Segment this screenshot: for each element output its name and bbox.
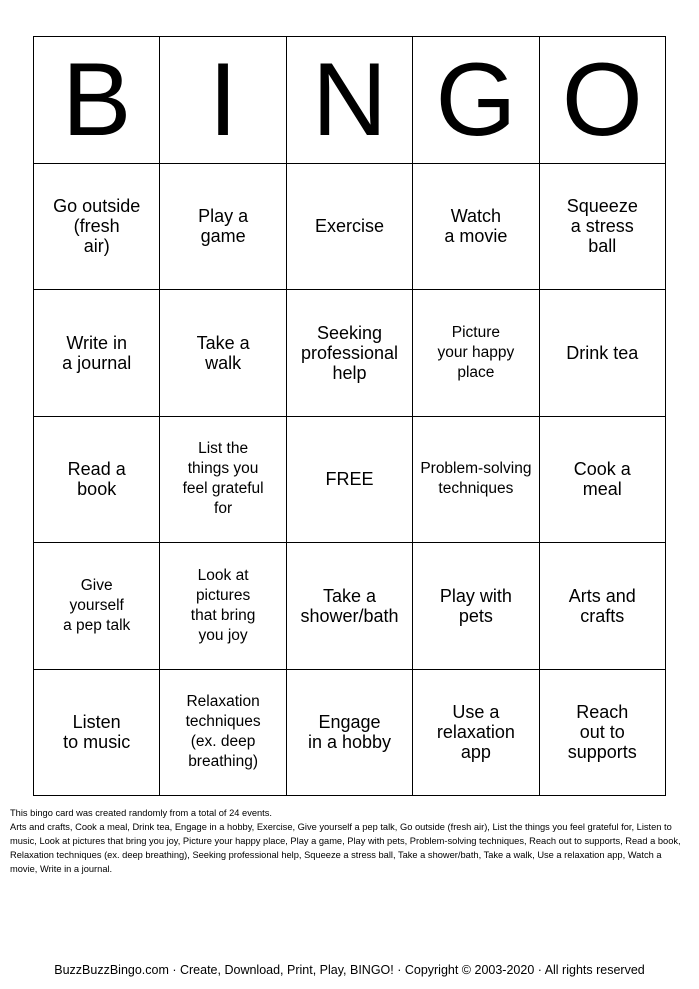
bingo-cell: Listen to music (34, 670, 160, 797)
bingo-cell: Squeeze a stress ball (540, 164, 666, 291)
free-space-cell: FREE (287, 417, 413, 544)
header-letter-b: B (34, 37, 160, 164)
header-letter-i: I (160, 37, 286, 164)
bingo-cell: Seeking professional help (287, 290, 413, 417)
bingo-cell: Reach out to supports (540, 670, 666, 797)
bingo-cell: Give yourself a pep talk (34, 543, 160, 670)
bingo-cell: Play with pets (413, 543, 539, 670)
bingo-cell: Engage in a hobby (287, 670, 413, 797)
bingo-cell: List the things you feel grateful for (160, 417, 286, 544)
bingo-card (33, 36, 666, 796)
bingo-cell: Take a shower/bath (287, 543, 413, 670)
bingo-cell: Watch a movie (413, 164, 539, 291)
bingo-cell: Problem-solving techniques (413, 417, 539, 544)
bingo-cell: Take a walk (160, 290, 286, 417)
header-letter-n: N (287, 37, 413, 164)
page-footer: BuzzBuzzBingo.com · Create, Download, Print, Play, BINGO! · Copyright © 2003-2020 · All rights reserved (54, 963, 645, 977)
bingo-cell: Play a game (160, 164, 286, 291)
header-letter-o: O (540, 37, 666, 164)
header-letter-g: G (413, 37, 539, 164)
card-info (10, 806, 690, 876)
bingo-cell: Exercise (287, 164, 413, 291)
bingo-cell: Arts and crafts (540, 543, 666, 670)
bingo-cell: Read a book (34, 417, 160, 544)
bingo-cell: Picture your happy place (413, 290, 539, 417)
bingo-cell: Write in a journal (34, 290, 160, 417)
card-info-events: Arts and crafts, Cook a meal, Drink tea, Engage in a hobby, Exercise, Give yourself a pep talk, Go outside (fresh air), List the things you feel grateful for, Listen to music, Look at pictures that bring you joy, Picture your happy place, Play a game, Play with pets, Problem-solving techniques, Reach out to supports, Read a book, Relaxation techniques (ex. deep breathing), Seeking professional help, Squeeze a stress ball, Take a shower/bath, Take a walk, Use a relaxation app, Watch a movie, Write in a journal. (10, 822, 681, 874)
bingo-cell: Look at pictures that bring you joy (160, 543, 286, 670)
bingo-cell: Cook a meal (540, 417, 666, 544)
card-info-intro: This bingo card was created randomly from a total of 24 events. (10, 808, 272, 818)
bingo-cell: Go outside (fresh air) (34, 164, 160, 291)
bingo-cell: Use a relaxation app (413, 670, 539, 797)
bingo-cell: Relaxation techniques (ex. deep breathing) (160, 670, 286, 797)
bingo-cell: Drink tea (540, 290, 666, 417)
